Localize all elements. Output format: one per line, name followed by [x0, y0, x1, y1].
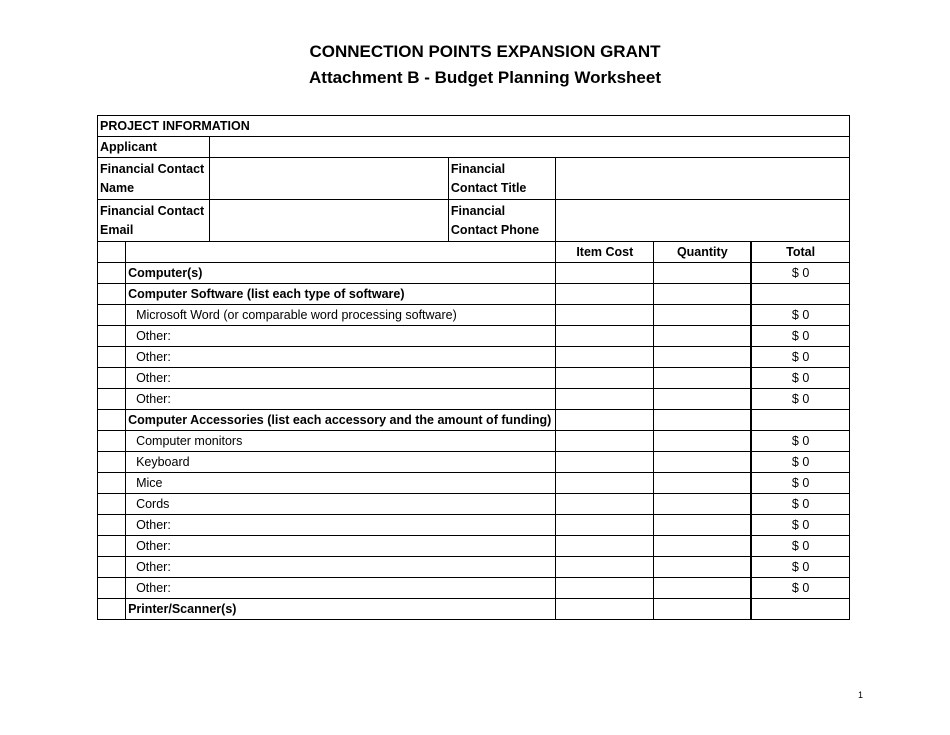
printers-label: Printer/Scanner(s)	[126, 599, 556, 620]
quantity-field[interactable]	[654, 515, 751, 536]
accessories-label: Computer Accessories (list each accessory and the amount of funding)	[126, 410, 556, 431]
form-subtitle: Attachment B - Budget Planning Worksheet	[309, 68, 661, 87]
row-total: $ 0	[751, 557, 849, 578]
table-row	[98, 431, 850, 452]
table-row	[98, 326, 850, 347]
item-cost-field[interactable]	[556, 452, 654, 473]
table-row	[98, 389, 850, 410]
row-total: $ 0	[751, 494, 849, 515]
item-cost-field[interactable]	[556, 494, 654, 515]
table-row	[98, 305, 850, 326]
line-item-label[interactable]: Other:	[126, 347, 556, 368]
row-total: $ 0	[751, 305, 849, 326]
row-total: $ 0	[751, 431, 849, 452]
line-item-label[interactable]: Other:	[126, 368, 556, 389]
quantity-field[interactable]	[654, 599, 751, 620]
table-row	[98, 452, 850, 473]
contact-title-field[interactable]	[556, 158, 850, 200]
table-row	[98, 536, 850, 557]
item-cost-field[interactable]	[556, 473, 654, 494]
software-label: Computer Software (list each type of software)	[126, 284, 556, 305]
item-cost-field[interactable]	[556, 389, 654, 410]
line-item-label[interactable]: Computer monitors	[126, 431, 556, 452]
quantity-field[interactable]	[654, 536, 751, 557]
table-row	[98, 347, 850, 368]
line-item-label[interactable]: Mice	[126, 473, 556, 494]
item-cost-header: Item Cost	[556, 242, 654, 263]
page-number: 1	[858, 690, 864, 700]
row-total: $ 0	[751, 263, 849, 284]
item-cost-field[interactable]	[556, 263, 654, 284]
quantity-field[interactable]	[654, 557, 751, 578]
quantity-field[interactable]	[654, 263, 751, 284]
quantity-field[interactable]	[654, 578, 751, 599]
quantity-field[interactable]	[654, 347, 751, 368]
printers-row	[98, 599, 850, 620]
table-row	[98, 515, 850, 536]
total-header: Total	[751, 242, 849, 263]
line-item-label[interactable]: Other:	[126, 389, 556, 410]
row-total: $ 0	[751, 452, 849, 473]
item-cost-field[interactable]	[556, 326, 654, 347]
contact-title-label: Financial Contact Title	[448, 158, 555, 200]
table-row	[98, 557, 850, 578]
budget-column-header-row	[98, 242, 850, 263]
table-row	[98, 473, 850, 494]
project-info-label: PROJECT INFORMATION	[98, 116, 850, 137]
contact-email-field[interactable]	[210, 200, 449, 242]
quantity-field[interactable]	[654, 326, 751, 347]
table-row	[98, 494, 850, 515]
budget-worksheet-table	[97, 115, 850, 620]
row-total: $ 0	[751, 578, 849, 599]
computers-label: Computer(s)	[126, 263, 556, 284]
contact-email-row	[98, 200, 850, 242]
row-total: $ 0	[751, 326, 849, 347]
line-item-label[interactable]: Other:	[126, 536, 556, 557]
contact-name-label: Financial Contact Name	[98, 158, 210, 200]
line-item-label[interactable]: Other:	[126, 578, 556, 599]
item-cost-field[interactable]	[556, 347, 654, 368]
item-cost-field[interactable]	[556, 536, 654, 557]
table-row	[98, 368, 850, 389]
project-info-header-row	[98, 116, 850, 137]
quantity-field[interactable]	[654, 305, 751, 326]
item-cost-field[interactable]	[556, 599, 654, 620]
contact-name-field[interactable]	[210, 158, 449, 200]
row-total: $ 0	[751, 536, 849, 557]
contact-phone-field[interactable]	[556, 200, 850, 242]
row-total: $ 0	[751, 368, 849, 389]
item-cost-field[interactable]	[556, 515, 654, 536]
applicant-row	[98, 137, 850, 158]
row-total: $ 0	[751, 473, 849, 494]
form-title: CONNECTION POINTS EXPANSION GRANT	[309, 42, 661, 61]
line-item-label[interactable]: Cords	[126, 494, 556, 515]
contact-phone-label: Financial Contact Phone	[448, 200, 555, 242]
item-cost-field[interactable]	[556, 431, 654, 452]
row-total: $ 0	[751, 389, 849, 410]
line-item-label[interactable]: Keyboard	[126, 452, 556, 473]
applicant-label: Applicant	[98, 137, 210, 158]
item-cost-field[interactable]	[556, 557, 654, 578]
contact-name-row	[98, 158, 850, 200]
row-total	[751, 599, 849, 620]
line-item-label[interactable]: Other:	[126, 515, 556, 536]
quantity-field[interactable]	[654, 452, 751, 473]
item-cost-field[interactable]	[556, 305, 654, 326]
row-total: $ 0	[751, 515, 849, 536]
table-row	[98, 578, 850, 599]
accessories-header-row	[98, 410, 850, 431]
quantity-field[interactable]	[654, 494, 751, 515]
line-item-label[interactable]: Other:	[126, 326, 556, 347]
line-item-label[interactable]: Other:	[126, 557, 556, 578]
item-cost-field[interactable]	[556, 578, 654, 599]
computers-row	[98, 263, 850, 284]
quantity-field[interactable]	[654, 473, 751, 494]
item-cost-field[interactable]	[556, 368, 654, 389]
line-item-label[interactable]: Microsoft Word (or comparable word processing software)	[126, 305, 556, 326]
quantity-field[interactable]	[654, 389, 751, 410]
row-total: $ 0	[751, 347, 849, 368]
quantity-field[interactable]	[654, 431, 751, 452]
quantity-header: Quantity	[654, 242, 751, 263]
applicant-field[interactable]	[210, 137, 850, 158]
contact-email-label: Financial Contact Email	[98, 200, 210, 242]
quantity-field[interactable]	[654, 368, 751, 389]
software-header-row	[98, 284, 850, 305]
